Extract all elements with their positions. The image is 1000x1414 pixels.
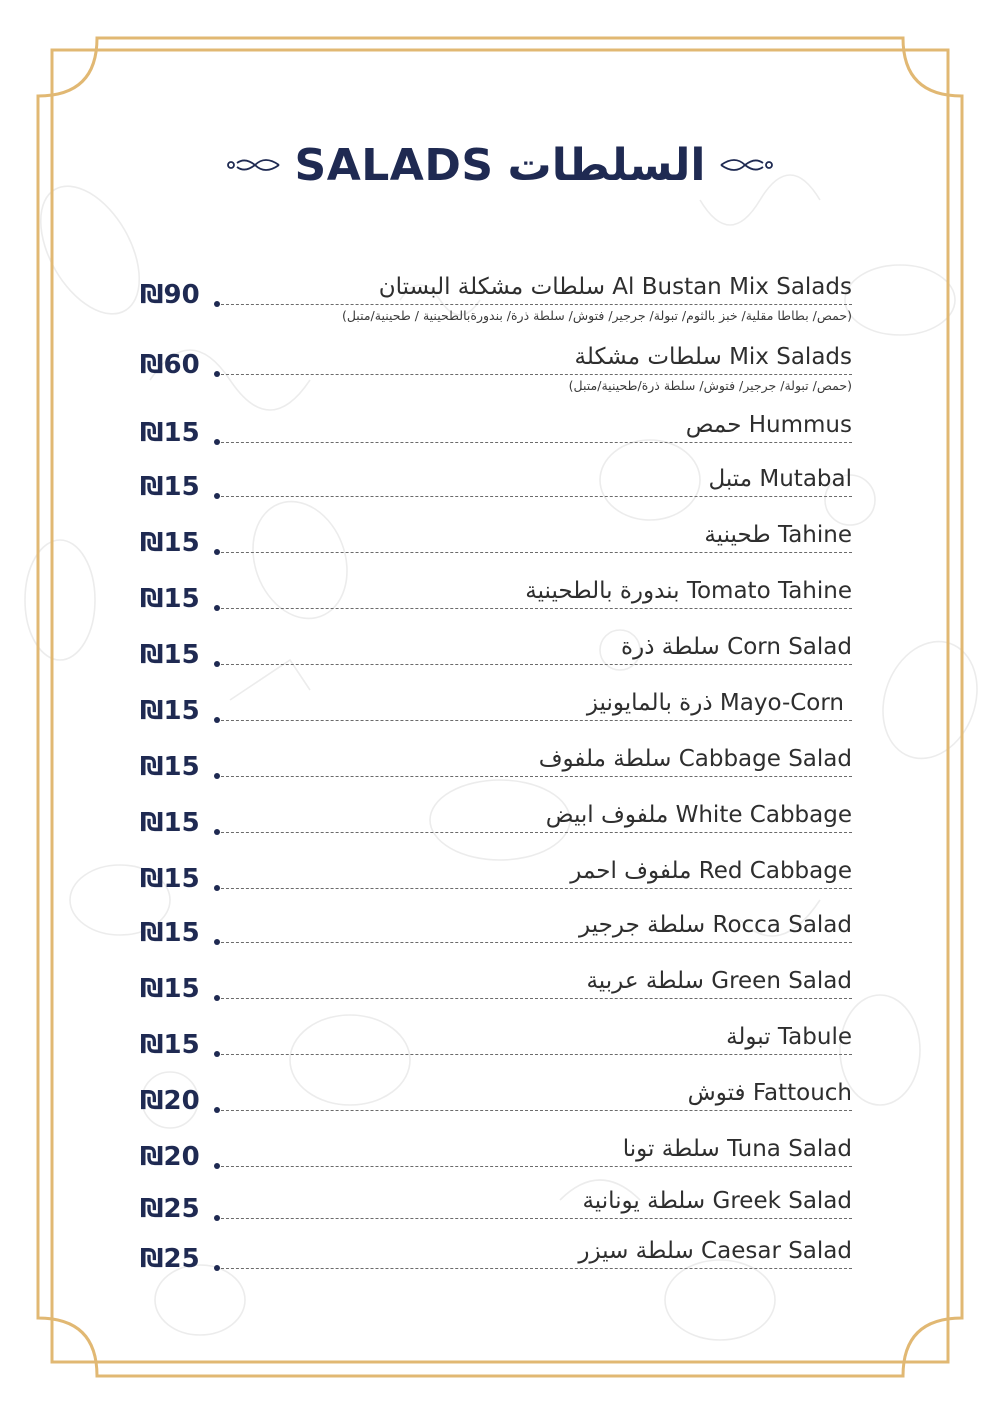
item-price: ₪25 bbox=[140, 1194, 200, 1224]
item-price: ₪15 bbox=[140, 1030, 200, 1060]
item-name: ذرة بالمايونيز Mayo-Corn bbox=[586, 690, 844, 716]
item-price: ₪15 bbox=[140, 696, 200, 726]
dotted-leader bbox=[216, 1268, 852, 1269]
dotted-leader bbox=[216, 720, 852, 721]
item-price: ₪15 bbox=[140, 752, 200, 782]
item-price: ₪15 bbox=[140, 918, 200, 948]
item-name: سلطة ملفوف Cabbage Salad bbox=[538, 746, 852, 772]
dotted-leader bbox=[216, 496, 852, 497]
item-price: ₪15 bbox=[140, 528, 200, 558]
item-name: سلطة عربية Green Salad bbox=[586, 968, 852, 994]
title-english: SALADS bbox=[294, 139, 494, 191]
dotted-leader bbox=[216, 374, 852, 375]
item-price: ₪15 bbox=[140, 864, 200, 894]
item-price: ₪15 bbox=[140, 584, 200, 614]
dotted-leader bbox=[216, 998, 852, 999]
item-name: تبولة Tabule bbox=[726, 1024, 852, 1050]
title-arabic: السلطات bbox=[507, 139, 706, 191]
dotted-leader bbox=[216, 1166, 852, 1167]
dotted-leader bbox=[216, 442, 852, 443]
dotted-leader bbox=[216, 552, 852, 553]
dotted-leader bbox=[216, 664, 852, 665]
item-name: سلطة ذرة Corn Salad bbox=[621, 634, 852, 660]
item-name: سلطة جرجير Rocca Salad bbox=[579, 912, 852, 938]
item-description: (حمص/ بطاطا مقلية/ خبز بالثوم/ تبولة/ جرجير/ فتوش/ سلطة ذرة/ بندورةبالطحينية / طحينية/متبل) bbox=[341, 308, 852, 323]
item-name: سلطة يونانية Greek Salad bbox=[582, 1188, 852, 1214]
dotted-leader bbox=[216, 1054, 852, 1055]
item-name: حمص Hummus bbox=[685, 412, 852, 438]
dotted-leader bbox=[216, 1218, 852, 1219]
dotted-leader bbox=[216, 304, 852, 305]
item-name: سلطة تونا Tuna Salad bbox=[622, 1136, 852, 1162]
item-name: سلطات مشكلة Mix Salads bbox=[574, 344, 852, 370]
item-price: ₪15 bbox=[140, 472, 200, 502]
item-name: متبل Mutabal bbox=[708, 466, 852, 492]
dotted-leader bbox=[216, 776, 852, 777]
item-name: ملفوف احمر Red Cabbage bbox=[570, 858, 852, 884]
item-price: ₪25 bbox=[140, 1244, 200, 1274]
item-price: ₪15 bbox=[140, 974, 200, 1004]
item-name: بندورة بالطحينية Tomato Tahine bbox=[525, 578, 852, 604]
item-name: سلطة سيزر Caesar Salad bbox=[578, 1238, 852, 1264]
item-price: ₪15 bbox=[140, 640, 200, 670]
right-flourish-icon bbox=[719, 153, 775, 177]
item-price: ₪90 bbox=[140, 280, 200, 310]
dotted-leader bbox=[216, 832, 852, 833]
dotted-leader bbox=[216, 1110, 852, 1111]
dotted-leader bbox=[216, 942, 852, 943]
item-price: ₪60 bbox=[140, 350, 200, 380]
item-price: ₪15 bbox=[140, 418, 200, 448]
dotted-leader bbox=[216, 608, 852, 609]
item-name: طحينية Tahine bbox=[704, 522, 852, 548]
item-price: ₪20 bbox=[140, 1142, 200, 1172]
dotted-leader bbox=[216, 888, 852, 889]
item-price: ₪20 bbox=[140, 1086, 200, 1116]
item-name: سلطات مشكلة البستان Al Bustan Mix Salads bbox=[378, 274, 852, 300]
item-price: ₪15 bbox=[140, 808, 200, 838]
item-name: ملفوف ابيض White Cabbage bbox=[545, 802, 852, 828]
item-description: (حمص/ تبولة/ جرجير/ فتوش/ سلطة ذرة/طحينية/متبل) bbox=[568, 378, 852, 393]
item-name: فتوش Fattouch bbox=[687, 1080, 852, 1106]
left-flourish-icon bbox=[225, 153, 281, 177]
menu-title bbox=[0, 130, 1000, 200]
